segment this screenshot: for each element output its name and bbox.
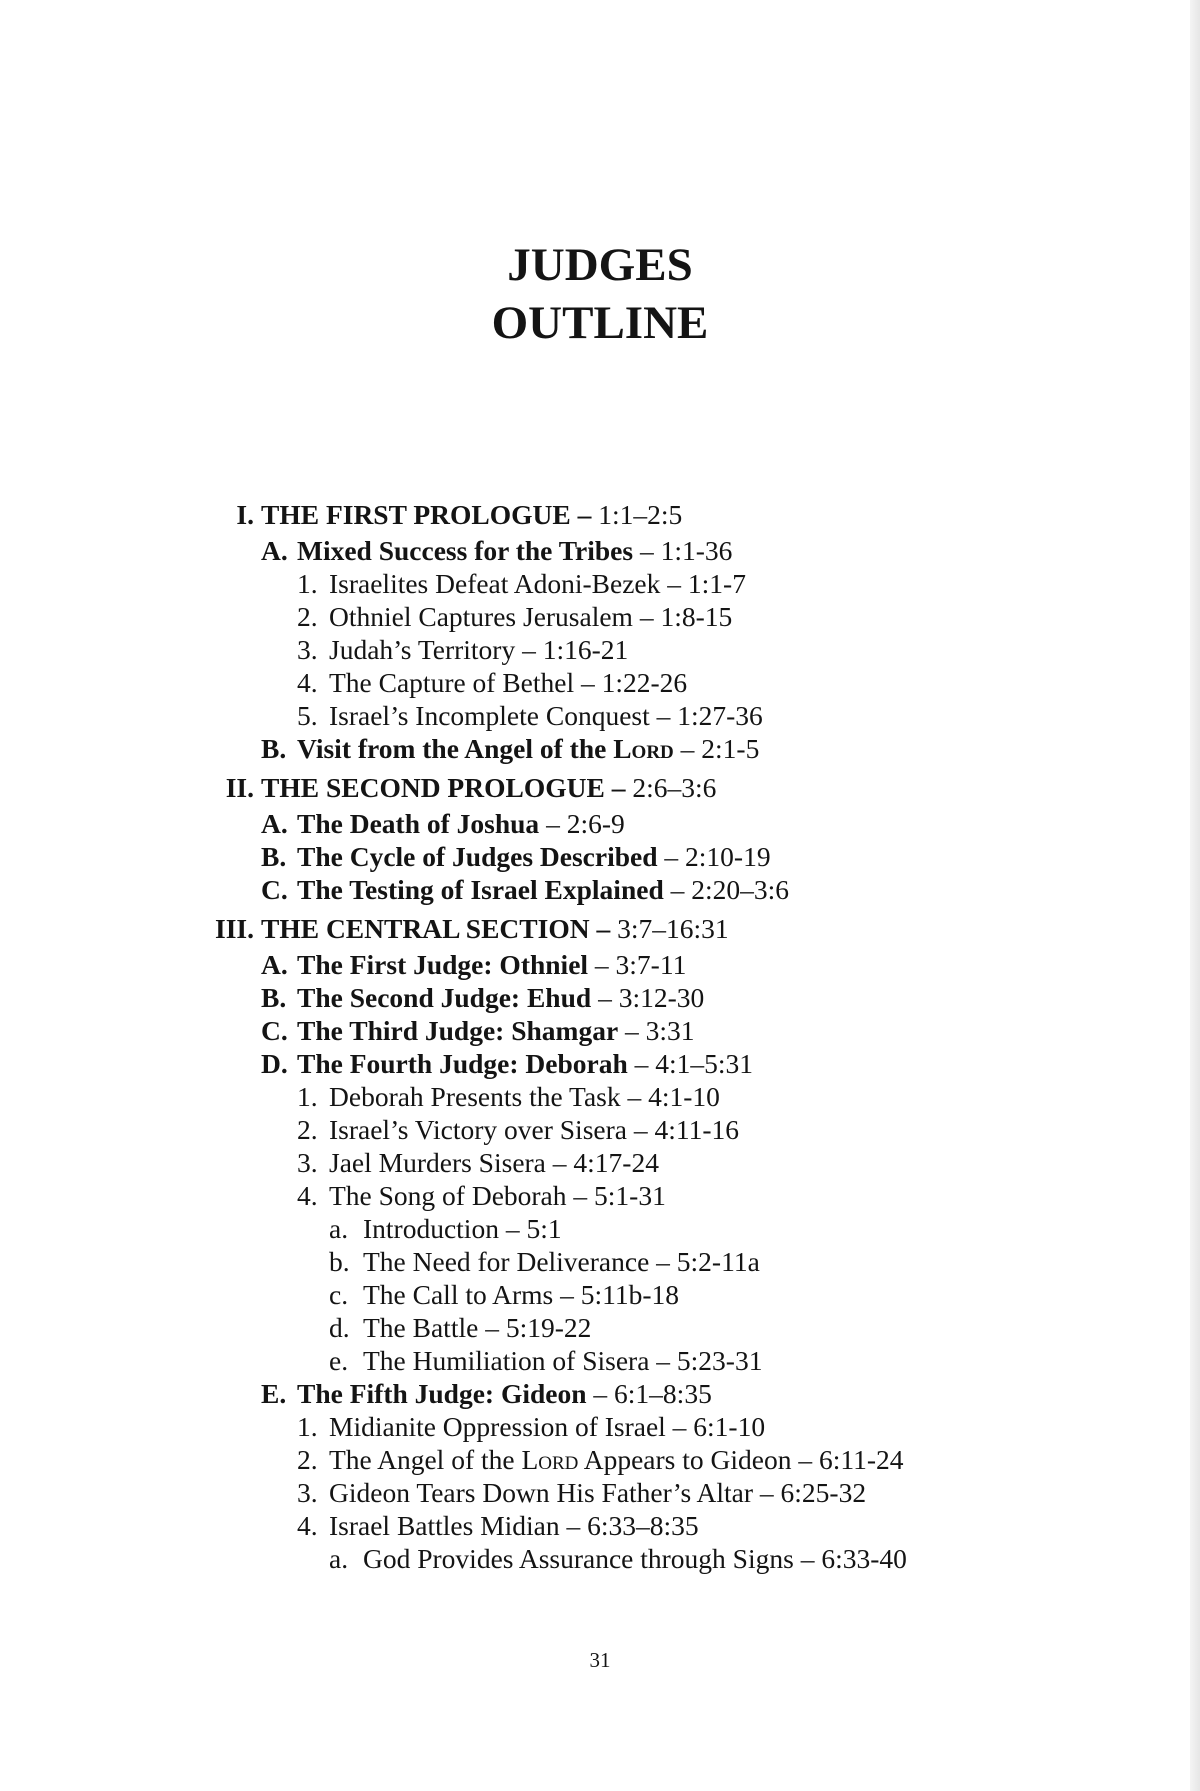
scripture-reference: 1:1-36 — [660, 535, 733, 566]
section-numeral: I. — [236, 499, 254, 530]
item-text: Introduction — [363, 1213, 499, 1244]
item-heading: The Humiliation of Sisera – 5:23-31 — [363, 1345, 763, 1376]
item-label: e. — [329, 1345, 349, 1376]
item-text: The Humiliation of Sisera — [363, 1345, 650, 1376]
outline-subitem — [0, 1146, 1200, 1179]
item-heading: Judah’s Territory – 1:16-21 — [329, 634, 629, 665]
item-label: c. — [329, 1279, 349, 1310]
outline-section — [0, 769, 1200, 807]
item-text: Israel’s Incomplete Conquest — [329, 700, 650, 731]
item-heading: The Testing of Israel Explained – 2:20–3:6 — [297, 874, 790, 905]
item-heading: The Cycle of Judges Described – 2:10-19 — [297, 841, 771, 872]
outline-subitem — [0, 1410, 1200, 1443]
scripture-reference: 5:23-31 — [676, 1345, 763, 1376]
item-label: 4. — [297, 1180, 318, 1211]
item-heading: The Death of Joshua – 2:6-9 — [297, 808, 625, 839]
item-heading: The Second Judge: Ehud – 3:12-30 — [297, 982, 705, 1013]
item-heading: Othniel Captures Jerusalem – 1:8-15 — [329, 601, 733, 632]
outline-item — [0, 1377, 1200, 1410]
item-text: Mixed Success for the Tribes — [297, 535, 634, 566]
item-heading: The First Judge: Othniel – 3:7-11 — [297, 949, 687, 980]
item-label: 2. — [297, 1114, 318, 1145]
scripture-reference: 2:1-5 — [701, 733, 760, 764]
divine-name-small-caps: Lord — [521, 1444, 579, 1475]
title-line-1: JUDGES — [507, 239, 693, 291]
scripture-reference: 5:19-22 — [505, 1312, 592, 1343]
item-label: 2. — [297, 1444, 318, 1475]
section-numeral: III. — [215, 913, 254, 944]
item-heading: Mixed Success for the Tribes – 1:1-36 — [297, 535, 733, 566]
item-heading: Introduction – 5:1 — [363, 1213, 562, 1244]
outline — [0, 496, 1200, 1575]
scripture-reference: 2:20–3:6 — [691, 874, 790, 905]
item-heading: Midianite Oppression of Israel – 6:1-10 — [329, 1411, 766, 1442]
item-heading: Gideon Tears Down His Father’s Altar – 6:25-32 — [329, 1477, 867, 1508]
item-text-continued: Appears to Gideon — [583, 1444, 792, 1475]
scripture-reference: 4:1–5:31 — [655, 1048, 754, 1079]
item-text: The Testing of Israel Explained — [297, 874, 664, 905]
item-heading: The Angel of the Lord Appears to Gideon – 6:11-24 — [329, 1444, 904, 1475]
outline-section — [0, 496, 1200, 534]
item-label: a. — [329, 1543, 349, 1574]
item-text: Visit from the Angel of the — [297, 733, 607, 764]
item-text: Israelites Defeat Adoni-Bezek — [329, 568, 661, 599]
item-text: The Capture of Bethel — [329, 667, 575, 698]
item-label: a. — [329, 1213, 349, 1244]
outline-item — [0, 948, 1200, 981]
item-label: 4. — [297, 1510, 318, 1541]
item-label: 1. — [297, 1081, 318, 1112]
item-heading: God Provides Assurance through Signs – 6:33-40 — [363, 1543, 907, 1574]
outline-subsubitem — [0, 1542, 1200, 1575]
outline-subitem — [0, 1476, 1200, 1509]
outline-subitem — [0, 1443, 1200, 1476]
scripture-reference: 2:6-9 — [566, 808, 625, 839]
scripture-reference: 6:11-24 — [818, 1444, 904, 1475]
item-label: C. — [261, 874, 288, 905]
scripture-reference: 6:33–8:35 — [587, 1510, 699, 1541]
item-text: The Fifth Judge: Gideon — [297, 1378, 587, 1409]
scripture-reference: 6:25-32 — [780, 1477, 867, 1508]
item-label: d. — [329, 1312, 350, 1343]
item-heading: Israelites Defeat Adoni-Bezek – 1:1-7 — [329, 568, 746, 599]
item-label: 4. — [297, 667, 318, 698]
item-label: 3. — [297, 1147, 318, 1178]
outline-subsubitem — [0, 1311, 1200, 1344]
scripture-reference: 1:22-26 — [601, 667, 688, 698]
item-text: The Second Judge: Ehud — [297, 982, 592, 1013]
section-heading: THE FIRST PROLOGUE – 1:1–2:5 — [261, 499, 683, 530]
scripture-reference: 5:1 — [526, 1213, 562, 1244]
item-heading: The Capture of Bethel – 1:22-26 — [329, 667, 688, 698]
item-label: 5. — [297, 700, 318, 731]
scripture-reference: 6:33-40 — [821, 1543, 907, 1574]
scripture-reference: 6:1-10 — [693, 1411, 766, 1442]
outline-item — [0, 873, 1200, 906]
title-line-2: OUTLINE — [491, 297, 709, 349]
scripture-reference: 5:11b-18 — [580, 1279, 679, 1310]
item-heading: Israel’s Incomplete Conquest – 1:27-36 — [329, 700, 763, 731]
item-heading: The Call to Arms – 5:11b-18 — [363, 1279, 679, 1310]
item-heading: Jael Murders Sisera – 4:17-24 — [329, 1147, 659, 1178]
item-heading: The Need for Deliverance – 5:2-11a — [363, 1246, 760, 1277]
scripture-reference: 3:7–16:31 — [617, 913, 729, 944]
outline-item — [0, 981, 1200, 1014]
item-text: The Fourth Judge: Deborah — [297, 1048, 628, 1079]
item-label: 2. — [297, 601, 318, 632]
item-text: Midianite Oppression of Israel — [329, 1411, 666, 1442]
outline-subitem — [0, 567, 1200, 600]
item-text: The Call to Arms — [363, 1279, 554, 1310]
scripture-reference: 1:1-7 — [687, 568, 746, 599]
item-label: 1. — [297, 1411, 318, 1442]
item-text: The First Judge: Othniel — [297, 949, 589, 980]
scripture-reference: 1:8-15 — [660, 601, 733, 632]
item-label: A. — [261, 949, 288, 980]
divine-name-small-caps: Lord — [613, 733, 674, 764]
scripture-reference: 6:1–8:35 — [614, 1378, 712, 1409]
item-text: Jael Murders Sisera — [329, 1147, 546, 1178]
item-label: B. — [261, 982, 287, 1013]
item-label: 3. — [297, 634, 318, 665]
item-text: The Angel of the — [329, 1444, 515, 1475]
item-heading: The Song of Deborah – 5:1-31 — [329, 1180, 666, 1211]
scripture-reference: 4:17-24 — [573, 1147, 659, 1178]
outline-item — [0, 840, 1200, 873]
section-numeral: II. — [225, 772, 254, 803]
outline-subsubitem — [0, 1278, 1200, 1311]
scripture-reference: 3:12-30 — [618, 982, 705, 1013]
outline-item — [0, 1047, 1200, 1080]
item-label: B. — [261, 841, 287, 872]
item-heading: Visit from the Angel of the Lord – 2:1-5 — [297, 733, 760, 764]
item-text: Deborah Presents the Task — [329, 1081, 621, 1112]
item-text: The Death of Joshua — [297, 808, 540, 839]
outline-subsubitem — [0, 1245, 1200, 1278]
item-label: B. — [261, 733, 287, 764]
outline-item — [0, 534, 1200, 567]
item-text: The Need for Deliverance — [363, 1246, 650, 1277]
scripture-reference: 5:2-11a — [676, 1246, 760, 1277]
scripture-reference: 1:16-21 — [542, 634, 629, 665]
item-label: E. — [261, 1378, 287, 1409]
heading-text: THE FIRST PROLOGUE — [261, 499, 571, 530]
scripture-reference: 1:1–2:5 — [598, 499, 683, 530]
outline-item — [0, 1014, 1200, 1047]
outline-subitem — [0, 1179, 1200, 1212]
outline-subitem — [0, 699, 1200, 732]
outline-item — [0, 732, 1200, 765]
item-label: b. — [329, 1246, 350, 1277]
scripture-reference: 4:11-16 — [654, 1114, 739, 1145]
item-label: A. — [261, 535, 288, 566]
item-heading: The Battle – 5:19-22 — [363, 1312, 592, 1343]
outline-subsubitem — [0, 1344, 1200, 1377]
item-text: Gideon Tears Down His Father’s Altar — [329, 1477, 754, 1508]
item-text: Othniel Captures Jerusalem — [329, 601, 633, 632]
outline-subsubitem — [0, 1212, 1200, 1245]
scripture-reference: 1:27-36 — [677, 700, 763, 731]
outline-item — [0, 807, 1200, 840]
item-heading: The Fifth Judge: Gideon – 6:1–8:35 — [297, 1378, 712, 1409]
item-text: Judah’s Territory — [329, 634, 516, 665]
item-text: The Song of Deborah — [329, 1180, 567, 1211]
item-label: D. — [261, 1048, 288, 1079]
item-heading: Israel’s Victory over Sisera – 4:11-16 — [329, 1114, 739, 1145]
item-heading: Israel Battles Midian – 6:33–8:35 — [329, 1510, 699, 1541]
outline-subitem — [0, 666, 1200, 699]
heading-text: THE CENTRAL SECTION — [261, 913, 590, 944]
scripture-reference: 4:1-10 — [648, 1081, 720, 1112]
outline-subitem — [0, 1509, 1200, 1542]
item-text: Israel Battles Midian — [329, 1510, 560, 1541]
item-text: Israel’s Victory over Sisera — [329, 1114, 627, 1145]
section-heading: THE SECOND PROLOGUE – 2:6–3:6 — [261, 772, 717, 803]
item-heading: Deborah Presents the Task – 4:1-10 — [329, 1081, 720, 1112]
scripture-reference: 3:31 — [645, 1015, 695, 1046]
item-label: 3. — [297, 1477, 318, 1508]
item-text: The Battle — [363, 1312, 479, 1343]
outline-subitem — [0, 633, 1200, 666]
outline-section — [0, 910, 1200, 948]
section-heading: THE CENTRAL SECTION – 3:7–16:31 — [261, 913, 729, 944]
outline-subitem — [0, 1113, 1200, 1146]
item-text: The Cycle of Judges Described — [297, 841, 658, 872]
item-heading: The Third Judge: Shamgar – 3:31 — [297, 1015, 695, 1046]
scripture-reference: 2:6–3:6 — [632, 772, 717, 803]
item-label: A. — [261, 808, 288, 839]
item-heading: The Fourth Judge: Deborah – 4:1–5:31 — [297, 1048, 754, 1079]
page-number: 31 — [589, 1648, 611, 1672]
scripture-reference: 3:7-11 — [615, 949, 687, 980]
item-label: C. — [261, 1015, 288, 1046]
outline-subitem — [0, 600, 1200, 633]
scripture-reference: 5:1-31 — [594, 1180, 666, 1211]
scripture-reference: 2:10-19 — [685, 841, 771, 872]
page-title — [0, 236, 1200, 352]
item-text: God Provides Assurance through Signs — [363, 1543, 794, 1574]
item-text: The Third Judge: Shamgar — [297, 1015, 619, 1046]
outline-subitem — [0, 1080, 1200, 1113]
item-label: 1. — [297, 568, 318, 599]
heading-text: THE SECOND PROLOGUE — [261, 772, 605, 803]
